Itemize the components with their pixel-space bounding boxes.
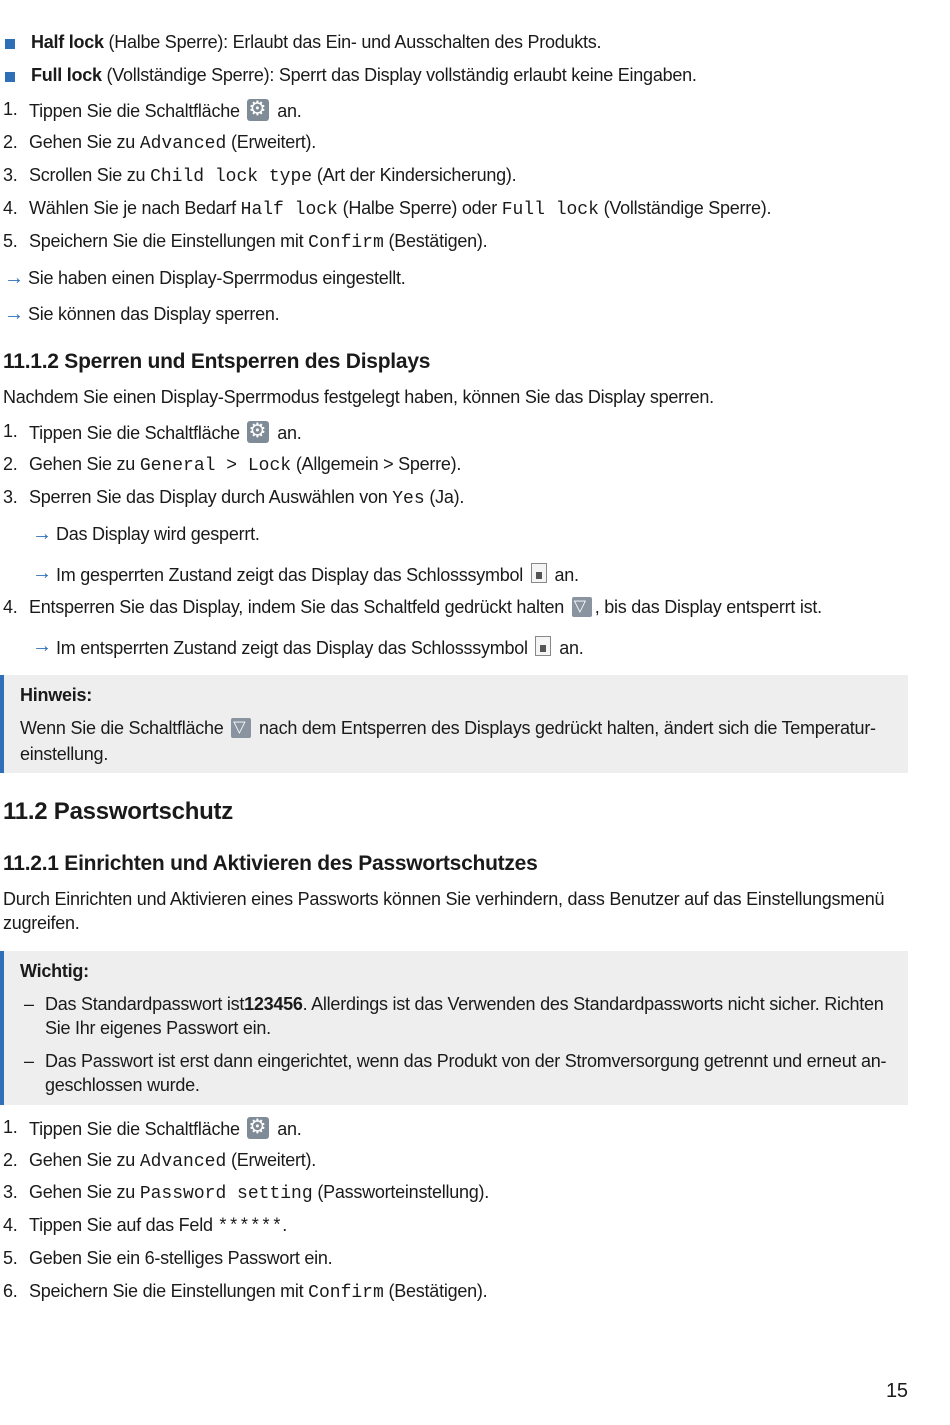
lock-open-icon	[535, 636, 551, 656]
arrow-right-icon: →	[32, 562, 52, 584]
arrow-right-icon: →	[32, 523, 52, 545]
important-label: Wichtig:	[20, 961, 89, 981]
note-label: Hinweis:	[20, 685, 93, 705]
term-half-lock: Half lock	[31, 32, 104, 52]
arrow-right-icon: →	[4, 267, 24, 289]
down-triangle-icon	[572, 597, 592, 617]
heading-11-2: 11.2 Passwortschutz	[3, 798, 234, 825]
down-triangle-icon	[231, 718, 251, 738]
important-item-1-line-2: Sie Ihr eigenes Passwort ein.	[45, 1018, 271, 1038]
gear-icon	[247, 99, 269, 121]
intro-11-2-1-line-2: zugreifen.	[3, 913, 80, 933]
arrow-right-icon: →	[4, 303, 24, 325]
intro-11-1-2: Nachdem Sie einen Display-Sperrmodus festgelegt haben, können Sie das Display sperren.	[3, 387, 714, 407]
term-full-lock: Full lock	[31, 65, 102, 85]
note-line-1: Wenn Sie die Schaltfläche ▽ nach dem Entsperren des Displays gedrückt halten, ändert sich die Temperatur-	[20, 718, 876, 739]
note-line-2: einstellung.	[20, 744, 109, 764]
intro-11-2-1-line-1: Durch Einrichten und Aktivieren eines Passworts können Sie verhindern, dass Benutzer auf das Einstellungsmenü	[3, 889, 885, 909]
gear-icon	[247, 1117, 269, 1139]
important-box: Wichtig: – Das Standardpasswort ist123456. Allerdings ist das Verwenden des Standardpassworts nicht sicher. Richten Sie Ihr eigenes Passwort ein. – Das Passwort ist erst dann eingerichtet, wenn das Produkt von der Stromversorgung getrennt und erneut an- geschlossen wurde.	[0, 951, 908, 1105]
manual-page: Half lock (Halbe Sperre): Erlaubt das Ein- und Ausschalten des Produkts. Full lock (Vollständige Sperre): Sperrt das Display vollständig erlaubt keine Eingaben. 1. Tippen Sie die Schaltfläche ⚙ an. 2. Gehen Sie zu Advanced (Erweitert). 3. Scrollen Sie zu Child lock type (Art der Kindersicherung). 4. Wählen Sie je nach Bedarf Half lock (Halbe Sperre) oder Full lock (Vollständige Sperre). 5. Speichern Sie die Einstellungen mit Confirm (Bestätigen). → Sie haben einen Display-Sperrmodus eingestellt. → Sie können das Display sperren. 11.1.2 Sperren und Entsperren des Displays Nachdem Sie einen Display-Sperrmodus festgelegt haben, können Sie das Display sperren. 1. Tippen Sie die Schaltfläche ⚙ an. 2. Gehen Sie zu General > Lock (Allgemein > Sperre). 3. Sperren Sie das Display durch Auswählen von Yes (Ja). → Das Display wird gesperrt. → Im gesperrten Zustand zeigt das Display das Schlosssymbol an. 4. Entsperren Sie das Display, indem Sie das Schaltfeld gedrückt halten ▽, bis das Display entsperrt ist. → Im entsperrten Zustand zeigt das Display das Schlosssymbol an. Hinweis: Wenn Sie die Schaltfläche ▽ nach dem Entsperren des Displays gedrückt halten, ändert sich die Temperatur- einstellung. 11.2 Passwortschutz 11.2.1 Einrichten und Aktivieren des Passwortschutzes Durch Einrichten und Aktivieren eines Passworts können Sie verhindern, dass Benutzer auf das Einstellungsmenü zugreifen. Wichtig: – Das Standardpasswort ist123456. Allerdings ist das Verwenden des Standardpassworts nicht sicher. Richten Sie Ihr eigenes Passwort ein. – Das Passwort ist erst dann eingerichtet, wenn das Produkt von der Stromversorgung getrennt und erneut an- geschlossen wurde. 1. Tippen Sie die Schaltfläche ⚙ an. 2. Gehen Sie zu Advanced (Erweitert). 3. Gehen Sie zu Password setting (Passworteinstellung). 4. Tippen Sie auf das Feld ******. 5. Geben Sie ein 6-stelliges Passwort ein. 6. Speichern Sie die Einstellungen mit Confirm (Bestätigen). 15	[0, 0, 950, 1425]
heading-11-2-1: 11.2.1 Einrichten und Aktivieren des Passwortschutzes	[3, 852, 538, 875]
square-bullet-icon	[5, 39, 15, 49]
gear-icon	[247, 421, 269, 443]
important-item-2-line-2: geschlossen wurde.	[45, 1075, 200, 1095]
page-number: 15	[886, 1380, 908, 1402]
note-box	[0, 675, 908, 773]
square-bullet-icon	[5, 72, 15, 82]
lock-closed-icon	[531, 563, 547, 583]
arrow-right-icon: →	[32, 635, 52, 657]
heading-11-1-2: 11.1.2 Sperren und Entsperren des Displays	[3, 350, 431, 373]
